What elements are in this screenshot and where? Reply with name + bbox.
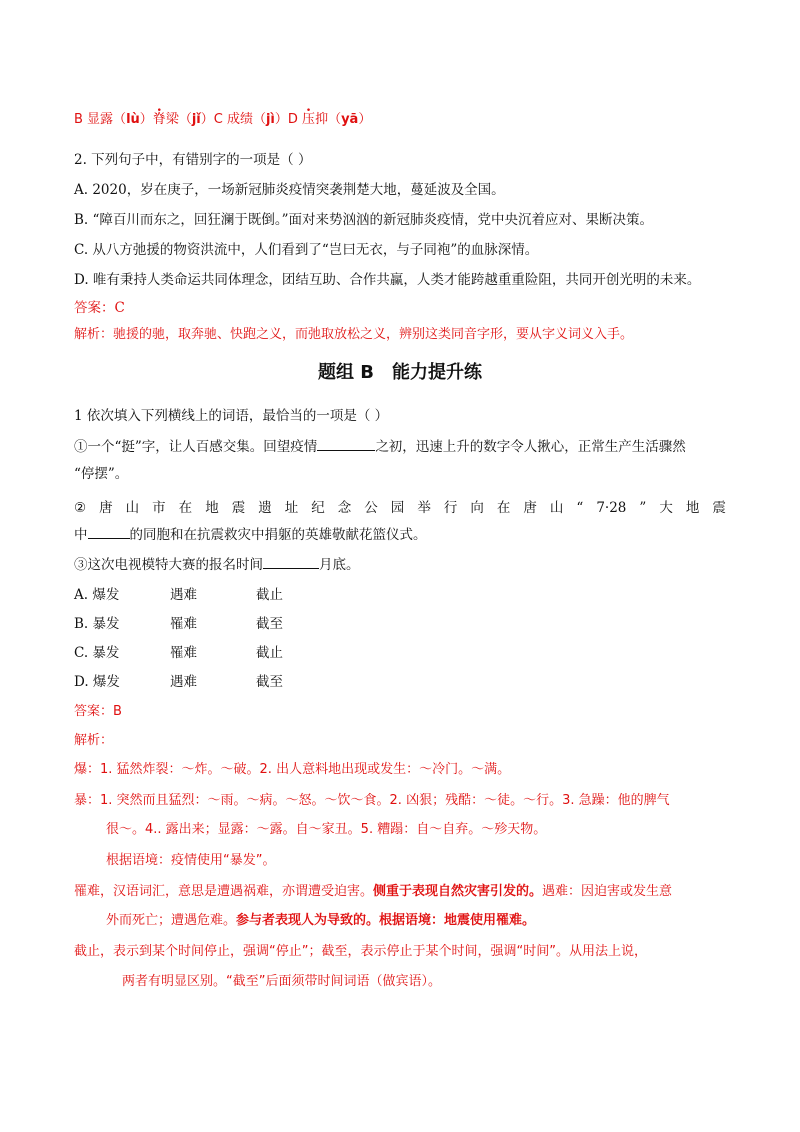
option-word: 截止 xyxy=(256,587,283,603)
answer-blank xyxy=(263,554,319,569)
analysis-bao-sudden-l1: 暴：1. 突然而且猛烈：～雨。～病。～怒。～饮～食。2. 凶狠；残酷：～徒。～行。3. 急躁：他的脾气 xyxy=(74,793,670,808)
q3-option-b xyxy=(74,614,283,634)
q3-s2-char: “ xyxy=(576,500,584,516)
analysis-jiezhi-l2: 两者有明显区别。“截至”后面须带时间词语（做宾语）。 xyxy=(122,974,441,989)
q2-analysis: 解析：驰援的驰，取奔驰、快跑之义，而弛取放松之义，辨别这类同音字形，要从字义词义入手。 xyxy=(74,327,634,342)
option-word: 遇难 xyxy=(170,674,197,690)
q1-text: B 显露（ xyxy=(74,112,127,127)
q3-analysis-label: 解析： xyxy=(74,733,114,748)
analysis-text: 罹难，汉语词汇，意思是遭遇祸难，亦谓遭受迫害。 xyxy=(74,884,374,899)
q3-s2-char: 大 xyxy=(659,500,673,516)
q1-text: ）D xyxy=(274,112,303,127)
analysis-bao-context: 根据语境：疫情使用“暴发”。 xyxy=(106,853,276,868)
q3-s2-char: 唐 xyxy=(523,500,537,516)
q2-option-d: D. 唯有秉持人类命运共同体理念，团结互助、合作共赢，人类才能跨越重重险阻，共同开创光明的未来。 xyxy=(74,272,701,288)
option-word: 截至 xyxy=(256,674,283,690)
q1-pinyin: yā xyxy=(341,112,359,127)
q3-s1-pre: ①一个“挺”字，让人百感交集。回望疫情 xyxy=(74,439,318,455)
q3-answer: 答案：B xyxy=(74,704,122,719)
q3-s2-char: 行 xyxy=(443,500,458,516)
q3-s2-char: 地 xyxy=(205,500,219,516)
q3-sentence3 xyxy=(74,554,360,575)
q2-stem: 2. 下列句子中，有错别字的一项是（ ） xyxy=(74,152,312,168)
q3-stem: 1 依次填入下列横线上的词语，最恰当的一项是（ ） xyxy=(74,408,389,424)
option-word: 罹难 xyxy=(170,616,197,632)
analysis-bao-sudden-l2: 很～。4.. 露出来；显露：～露。自～家丑。5. 糟蹋：自～自弃。～殄天物。 xyxy=(106,822,547,837)
q1-text: ）C 成绩（ xyxy=(200,112,266,127)
option-word: 遇难 xyxy=(170,587,197,603)
q1-options-line xyxy=(74,110,371,130)
option-label: A. 爆发 xyxy=(74,587,120,603)
q3-s2-post: 的同胞和在抗震救灾中捐躯的英雄敬献花篮仪式。 xyxy=(129,527,427,543)
analysis-bao-explode: 爆：1. 猛然炸裂：～炸。～破。2. 出人意料地出现或发生：～冷门。～满。 xyxy=(74,762,511,777)
q3-s2-char: 纪 xyxy=(311,500,325,516)
q3-s3-post: 月底。 xyxy=(319,557,360,573)
q3-s2-char: 举 xyxy=(417,500,431,516)
q3-s3-pre: ③这次电视模特大赛的报名时间 xyxy=(74,557,263,573)
q1-pinyin: jǐ xyxy=(191,112,201,127)
q3-s2-char: 7·28 xyxy=(596,500,627,516)
q3-s2-char: 地 xyxy=(685,500,700,516)
analysis-linan-l2 xyxy=(106,911,535,931)
q1-pinyin: jì xyxy=(265,112,275,127)
q3-s2-char: ② xyxy=(74,500,87,516)
q3-s2-char: ” xyxy=(639,500,647,516)
q1-dotted-char: 脊 xyxy=(152,112,166,127)
answer-blank xyxy=(317,436,375,451)
q3-s2-char: 在 xyxy=(178,500,193,516)
q1-text: 抑（ xyxy=(315,112,342,127)
q1-dotted-char: 压 xyxy=(302,112,316,127)
q3-sentence1 xyxy=(74,436,686,457)
analysis-text: 外而死亡；遭遇危难。 xyxy=(106,913,237,928)
q3-option-d xyxy=(74,672,283,692)
option-label: B. 暴发 xyxy=(74,616,120,632)
q2-option-b: B. “障百川而东之，回狂澜于既倒。”面对来势汹汹的新冠肺炎疫情，党中央沉着应对、果断决策。 xyxy=(74,212,654,228)
q1-text: 梁（ xyxy=(165,112,192,127)
q3-option-c xyxy=(74,643,283,663)
option-label: D. 爆发 xyxy=(74,674,120,690)
section-title xyxy=(0,358,800,384)
q3-s2-char: 遗 xyxy=(258,500,272,516)
q3-s2-char: 山 xyxy=(549,500,564,516)
q3-s2-char: 在 xyxy=(496,500,511,516)
q3-sentence2 xyxy=(74,498,726,518)
q3-s2-char: 市 xyxy=(152,500,166,516)
q2-answer: 答案：C xyxy=(74,300,125,316)
q3-sentence1-cont: “停摆”。 xyxy=(74,466,129,482)
q3-s2-char: 震 xyxy=(712,500,726,516)
q1-pinyin: lù xyxy=(126,112,140,127)
answer-blank xyxy=(88,524,130,539)
q3-s2-pre: 中 xyxy=(74,527,88,543)
q3-s2-char: 址 xyxy=(284,500,299,516)
option-label: C. 暴发 xyxy=(74,645,120,661)
analysis-jiezhi-l1: 截止，表示到某个时间停止，强调“停止”；截至，表示停止于某个时间，强调“时间”。从用法上说， xyxy=(74,944,647,959)
option-word: 截至 xyxy=(256,616,283,632)
analysis-text: 遇难：因迫害或发生意 xyxy=(542,884,673,899)
q3-option-a xyxy=(74,585,283,605)
analysis-emphasis: 侧重于表现自然灾害引发的。 xyxy=(373,884,543,899)
section-title-part2: 能力提升练 xyxy=(392,362,482,383)
q3-s2-char: 园 xyxy=(390,500,405,516)
q3-s1-post: 之初，迅速上升的数字令人揪心，正常生产生活骤然 xyxy=(375,439,686,455)
q3-s2-char: 念 xyxy=(337,500,352,516)
analysis-emphasis: 参与者表现人为导致的。根据语境：地震使用罹难。 xyxy=(236,913,536,928)
q3-s2-char: 唐 xyxy=(99,500,113,516)
option-word: 罹难 xyxy=(170,645,197,661)
analysis-linan-l1 xyxy=(74,882,672,902)
q3-s2-char: 向 xyxy=(470,500,484,516)
section-title-part1: 题组 B xyxy=(318,362,374,383)
option-word: 截止 xyxy=(256,645,283,661)
q2-option-a: A. 2020，岁在庚子，一场新冠肺炎疫情突袭荆楚大地，蔓延波及全国。 xyxy=(74,182,505,198)
q3-s2-char: 震 xyxy=(231,500,246,516)
q3-s2-char: 山 xyxy=(125,500,140,516)
q1-text: ） xyxy=(358,112,372,127)
q1-text: ） xyxy=(139,112,153,127)
q2-option-c: C. 从八方弛援的物资洪流中，人们看到了“岂曰无衣，与子同袍”的血脉深情。 xyxy=(74,242,539,258)
q3-s2-char: 公 xyxy=(364,500,378,516)
q3-sentence2-cont xyxy=(74,524,427,545)
